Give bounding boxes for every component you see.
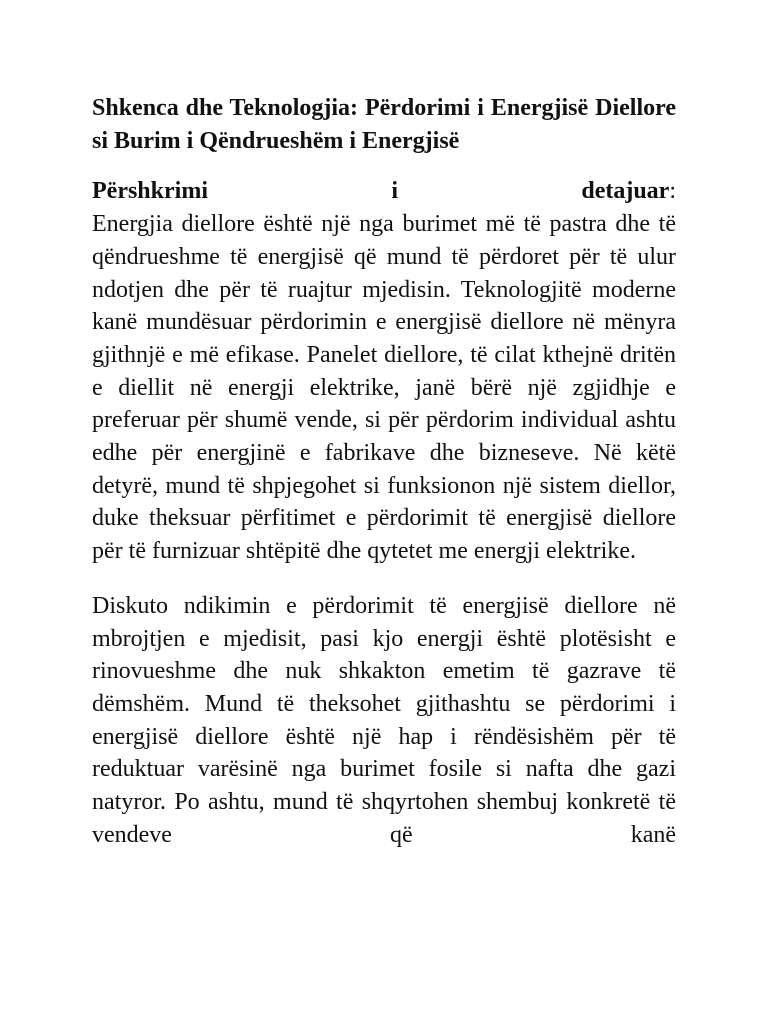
paragraph-discussion-container	[92, 590, 676, 848]
section-heading-word-3-wrap	[581, 175, 676, 208]
paragraph-description: Energjia diellore është një nga burimet më të pastra dhe të qëndrueshme të energjisë që mund të përdoret për të ulur ndotjen dhe për të ruajtur mjedisin. Teknologjitë moderne kanë mundësuar përdorimin e energjisë diellore në mënyra gjithnjë e më efikase. Panelet diellore, të cilat kthejnë dritën e diellit në energji elektrike, janë bërë një zgjidhje e preferuar për shumë vende, si për përdorim individual ashtu edhe për energjinë e fabrikave dhe bizneseve. Në këtë detyrë, mund të shpjegohet si funksionon një sistem diellor, duke theksuar përfitimet e përdorimit të energjisë diellore për të furnizuar shtëpitë dhe qytetet me energji elektrike.	[92, 211, 676, 565]
paragraph-discussion: Diskuto ndikimin e përdorimit të energjisë diellore në mbrojtjen e mjedisit, pasi kjo energji është plotësisht e rinovueshme dhe nuk shkakton emetim të gazrave të dëmshëm. Mund të theksohet gjithashtu se përdorimi i energjisë diellore është një hap i rëndësishëm për të reduktuar varësinë nga burimet fosile si nafta dhe gazi natyror. Po ashtu, mund të shqyrtohen shembuj konkretë të vendeve që kanë	[92, 592, 676, 848]
document-title: Shkenca dhe Teknologjia: Përdorimi i Energjisë Diellore si Burim i Qëndrueshëm i Energjisë	[92, 95, 676, 154]
section-heading-word-1: Përshkrimi	[92, 178, 208, 205]
section-heading	[92, 175, 676, 208]
section-heading-word-2: i	[391, 178, 398, 205]
document-page	[92, 92, 676, 848]
section-heading-colon: :	[669, 178, 676, 205]
section-heading-word-3: detajuar	[581, 178, 670, 205]
